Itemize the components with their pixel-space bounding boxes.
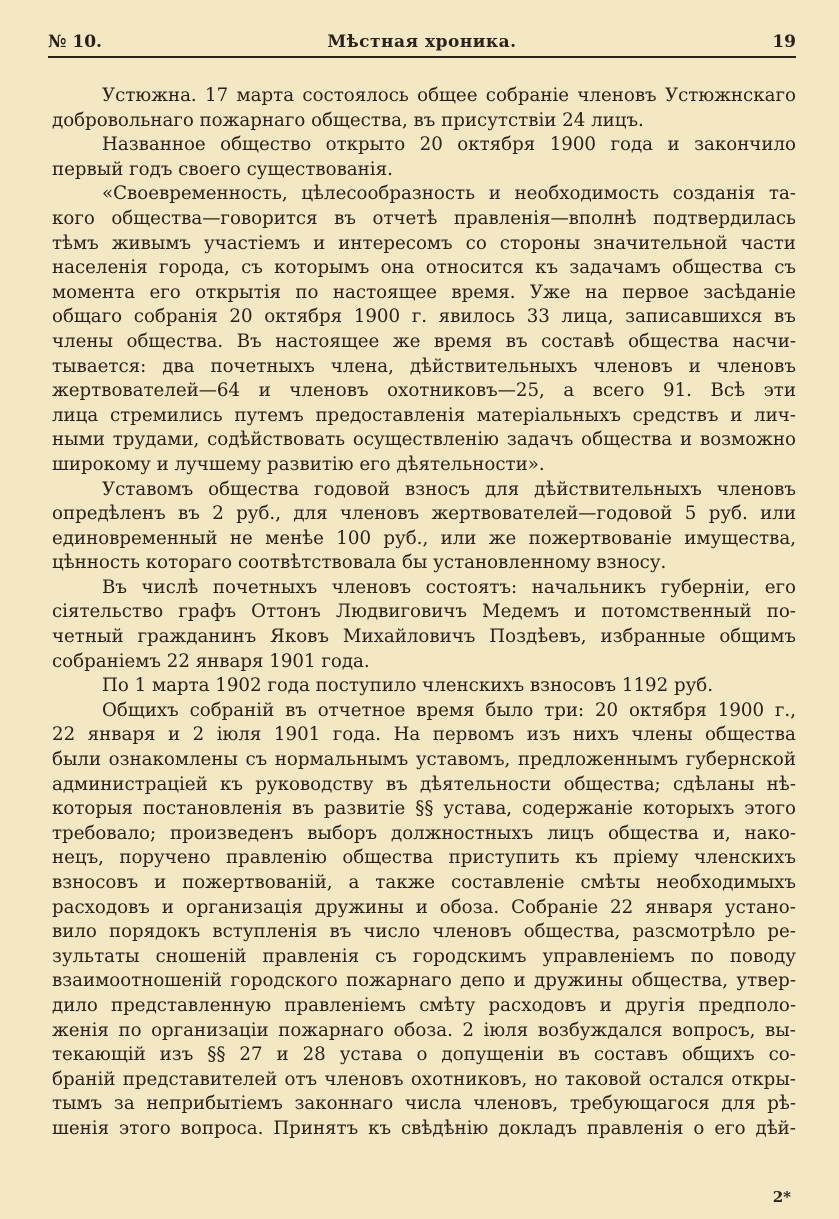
- text-line: ными трудами, содѣйствовать осуществленію задачъ общества и возможно: [52, 429, 796, 451]
- text-line: кого общества—говорится въ отчетѣ правленія—вполнѣ подтвердилась: [52, 207, 796, 229]
- text-line: добровольнаго пожарнаго общества, въ присутствіи 24 лицъ.: [52, 109, 644, 131]
- text-line: члены общества. Въ настоящее же время въ составѣ общества насчи-: [52, 330, 796, 352]
- text-line: цѣнность котораго соотвѣтствовала бы установленному взносу.: [52, 552, 667, 574]
- text-line: момента его открытія по настоящее время. Уже на первое засѣданіе: [52, 281, 796, 303]
- text-line: вило порядокъ вступленія въ число членовъ общества, разсмотрѣло ре-: [52, 921, 796, 943]
- text-line: сіятельство графъ Оттонъ Людвиговичъ Медемъ и потомственный по-: [52, 601, 796, 623]
- text-line: собраніемъ 22 января 1901 года.: [52, 650, 370, 672]
- text-line: которыя постановленія въ развитіе §§ устава, содержаніе которыхъ этого: [52, 798, 796, 820]
- text-line: общаго собранія 20 октября 1900 г. явилось 33 лица, записавшихся въ: [52, 306, 796, 328]
- text-line: опредѣленъ въ 2 руб., для членовъ жертвователей—годовой 5 руб. или: [52, 503, 796, 525]
- text-line: тымъ за неприбытіемъ законнаго числа членовъ, требующагося для рѣ-: [52, 1093, 796, 1115]
- text-line: нецъ, поручено правленію общества приступить къ пріему членскихъ: [52, 847, 796, 869]
- text-line: Въ числѣ почетныхъ членовъ состоятъ: начальникъ губерніи, его: [102, 576, 796, 598]
- text-line: взаимоотношеній городского пожарнаго депо и дружины общества, утвер-: [52, 970, 796, 992]
- text-line: населенія города, съ которымъ она относится къ задачамъ общества съ: [52, 257, 796, 279]
- text-line: четный гражданинъ Яковъ Михайловичъ Поздѣевъ, избранные общимъ: [52, 626, 796, 648]
- text-line: шенія этого вопроса. Принятъ къ свѣдѣнію докладъ правленія о его дѣй-: [52, 1117, 796, 1139]
- text-line: Устюжна. 17 марта состоялось общее собраніе членовъ Устюжнскаго: [102, 85, 796, 106]
- signature-mark: 2*: [772, 1188, 791, 1206]
- text-line: женія по организаціи пожарнаго обоза. 2 іюля возбуждался вопросъ, вы-: [52, 1019, 796, 1041]
- text-line: первый годъ своего существованія.: [52, 158, 393, 180]
- text-line: текающій изъ §§ 27 и 28 устава о допущеніи въ составъ общихъ со-: [52, 1044, 796, 1066]
- issue-number: № 10.: [48, 32, 102, 52]
- text-line: Названное общество открыто 20 октября 1900 года и закончило: [102, 134, 796, 156]
- text-line: «Своевременность, цѣлесообразность и необходимость созданія та-: [102, 183, 796, 205]
- text-line: жертвователей—64 и членовъ охотниковъ—25, а всего 91. Всѣ эти: [52, 380, 796, 402]
- article-body: [52, 84, 796, 1142]
- header-rule: [48, 56, 796, 58]
- text-line: широкому и лучшему развитію его дѣятельности».: [52, 453, 545, 475]
- text-line: 22 января и 2 іюля 1901 года. На первомъ изъ нихъ члены общества: [52, 724, 796, 746]
- text-line: расходовъ и организація дружины и обоза. Собраніе 22 января устано-: [52, 896, 796, 918]
- text-line: зультаты сношеній правленія съ городскимъ управленіемъ по поводу: [52, 945, 796, 967]
- page-header: [48, 32, 796, 56]
- text-line: были ознакомлены съ нормальнымъ уставомъ, предложеннымъ губернской: [52, 749, 796, 771]
- section-title: Мѣстная хроника.: [327, 32, 517, 52]
- text-line: Уставомъ общества годовой взносъ для дѣйствительныхъ членовъ: [102, 478, 796, 500]
- text-line: администраціей къ руководству въ дѣятельности общества; сдѣланы нѣ-: [52, 773, 796, 795]
- text-line: тывается: два почетныхъ члена, дѣйствительныхъ членовъ и членовъ: [52, 355, 796, 377]
- text-line: браній представителей отъ членовъ охотниковъ, но таковой остался откры-: [52, 1068, 796, 1090]
- text-line: По 1 марта 1902 года поступило членскихъ взносовъ 1192 руб.: [102, 675, 714, 697]
- text-line: тѣмъ живымъ участіемъ и интересомъ со стороны значительной части: [52, 232, 796, 254]
- text-line: требовало; произведенъ выборъ должностныхъ лицъ общества и, нако-: [52, 822, 796, 844]
- text-line: единовременный не менѣе 100 руб., или же пожертвованіе имущества,: [52, 527, 796, 549]
- text-line: лица стремились путемъ предоставленія матеріальныхъ средствъ и лич-: [52, 404, 796, 426]
- page-number: 19: [772, 32, 796, 52]
- text-line: взносовъ и пожертвованій, а также составленіе смѣты необходимыхъ: [52, 872, 796, 893]
- text-line: дило представленную правленіемъ смѣту расходовъ и другія предполо-: [52, 994, 796, 1016]
- text-line: Общихъ собраній въ отчетное время было три: 20 октября 1900 г.,: [102, 699, 796, 721]
